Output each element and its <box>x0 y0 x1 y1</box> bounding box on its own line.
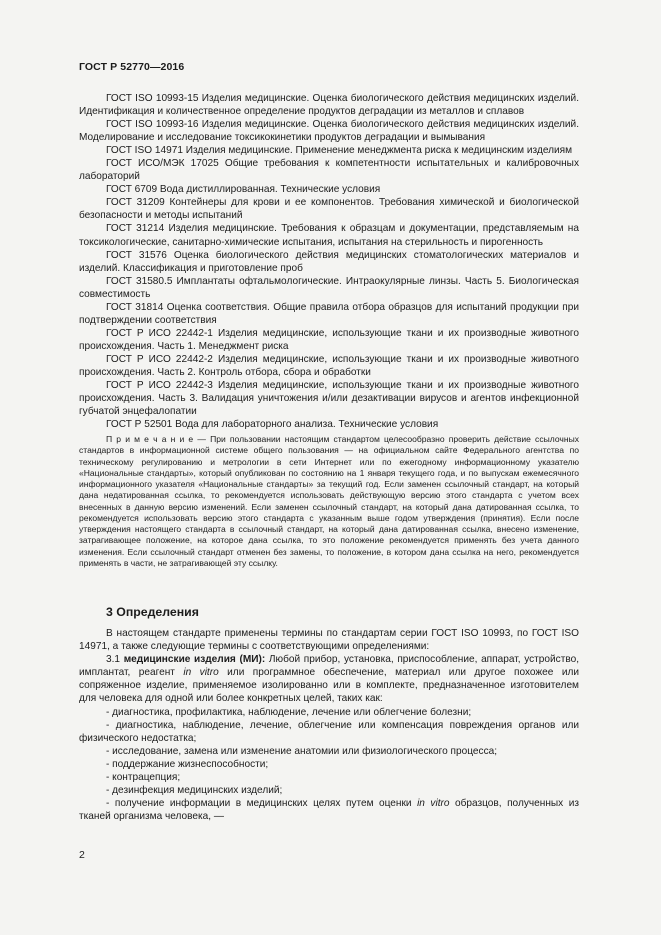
list-item: - контрацепция; <box>106 771 181 783</box>
definition-text: или программное обеспечение, материал или другое похожее или сопряженное изделие, применяемое изолированно или в комплекте, предназначенное изготовителем для человека для одной или более конкретных целей, таких как: <box>79 667 579 705</box>
reference-item: ГОСТ ISO 10993-15 Изделия медицинские. Оценка биологического действия медицинских изделий. Идентификация и количественное определение продуктов деградации из металлов и сплавов <box>79 93 579 118</box>
list-item-italic: in vitro <box>417 797 450 809</box>
list-item-text: образцов, полученных из тканей организма человека, — <box>79 797 579 822</box>
purpose-list <box>79 706 579 823</box>
definition-number: 3.1 <box>106 654 124 666</box>
reference-item: ГОСТ Р ИСО 22442-3 Изделия медицинские, использующие ткани и их производные животного происхождения. Часть 3. Валидация уничтожения и/или дезактивации вирусов и агентов инфекционной губчатой энцефалопатии <box>79 380 579 418</box>
list-item: - исследование, замена или изменение анатомии или физиологического процесса; <box>106 745 498 757</box>
reference-item: ГОСТ ISO 14971 Изделия медицинские. Применение менеджмента риска к медицинским изделиям <box>106 145 573 157</box>
definition-italic-term: in vitro <box>183 667 219 679</box>
list-item: - дезинфекция медицинских изделий; <box>106 784 283 796</box>
normative-references-list <box>79 92 579 431</box>
reference-item: ГОСТ Р 52501 Вода для лабораторного анализа. Технические условия <box>106 419 439 431</box>
reference-item: ГОСТ ISO 10993-16 Изделия медицинские. Оценка биологического действия медицинских изделий. Моделирование и исследование токсикокинетики продуктов деградации и вымывания <box>79 119 579 144</box>
document-code-header: ГОСТ Р 52770—2016 <box>79 61 185 73</box>
note-label: П р и м е ч а н и е <box>106 434 194 445</box>
reference-item: ГОСТ 6709 Вода дистиллированная. Технические условия <box>106 184 381 196</box>
page-content <box>79 92 579 823</box>
reference-item: ГОСТ 31580.5 Имплантаты офтальмологические. Интраокулярные линзы. Часть 5. Биологическая совместимость <box>79 275 579 300</box>
reference-item: ГОСТ 31214 Изделия медицинские. Требования к образцам и документации, представляемым на токсикологические, санитарно-химические испытания, испытания на стерильность и пирогенность <box>79 223 579 248</box>
reference-item: ГОСТ Р ИСО 22442-2 Изделия медицинские, использующие ткани и их производные животного происхождения. Часть 2. Контроль отбора, сбора и обработки <box>79 353 579 378</box>
list-item: - поддержание жизнеспособности; <box>106 758 269 770</box>
list-item: - диагностика, наблюдение, лечение, облегчение или компенсация повреждения органов или физического недостатка; <box>79 719 579 744</box>
note-text: — При пользовании настоящим стандартом целесообразно проверить действие ссылочных стандартов в информационной системе общего пользования — на официальном сайте Федерального агентства по техническому регулированию и метрологии в сети Интернет или по ежегодному информационному указателю «Национальные стандарты», который опубликован по состоянию на 1 января текущего года, и по выпускам ежемесячного информационного указателя «Национальные стандарты» за текущий год. Если заменен ссылочный стандарт, на который дана недатированная ссылка, то рекомендуется использовать действующую версию этого стандарта с учетом всех внесенных в данную версию изменений. Если заменен ссылочный стандарт, на который дана датированная ссылка, то рекомендуется использовать версию этого стандарта с указанным выше годом утверждения (принятия). Если после утверждения настоящего стандарта в ссылочный стандарт, на который дана датированная ссылка, внесено изменение, затрагивающее положение, на которое дана ссылка, то это положение рекомендуется применять без учета данного изменения. Если ссылочный стандарт отменен без замены, то положение, в котором дана ссылка на него, рекомендуется применять в части, не затрагивающей эту ссылку. <box>79 434 579 568</box>
list-item: - диагностика, профилактика, наблюдение, лечение или облегчение болезни; <box>106 706 472 718</box>
reference-item: ГОСТ ИСО/МЭК 17025 Общие требования к компетентности испытательных и калибровочных лабораторий <box>79 158 579 183</box>
reference-item: ГОСТ Р ИСО 22442-1 Изделия медицинские, использующие ткани и их производные животного происхождения. Часть 1. Менеджмент риска <box>79 327 579 352</box>
reference-item: ГОСТ 31576 Оценка биологического действия медицинских стоматологических материалов и изделий. Классификация и приготовление проб <box>79 249 579 274</box>
list-item <box>79 797 579 823</box>
list-item-text: - получение информации в медицинских целях путем оценки <box>106 797 418 809</box>
note-paragraph <box>79 434 579 569</box>
section-title: 3 Определения <box>106 605 199 620</box>
definition-3-1 <box>79 653 579 705</box>
reference-item: ГОСТ 31209 Контейнеры для крови и ее компонентов. Требования химической и биологической безопасности и методы испытаний <box>79 197 579 222</box>
definition-term: медицинские изделия (МИ): <box>123 654 266 666</box>
page-number: 2 <box>79 849 85 861</box>
reference-item: ГОСТ 31814 Оценка соответствия. Общие правила отбора образцов для испытаний продукции при подтверждении соответствия <box>79 301 579 326</box>
section-intro: В настоящем стандарте применены термины по стандартам серии ГОСТ ISO 10993, по ГОСТ ISO 14971, а также следующие термины с соответствующими определениями: <box>79 628 579 653</box>
definition-text: Любой прибор, установка, приспособление, аппарат, устройство, имплантат, реагент <box>79 654 580 679</box>
